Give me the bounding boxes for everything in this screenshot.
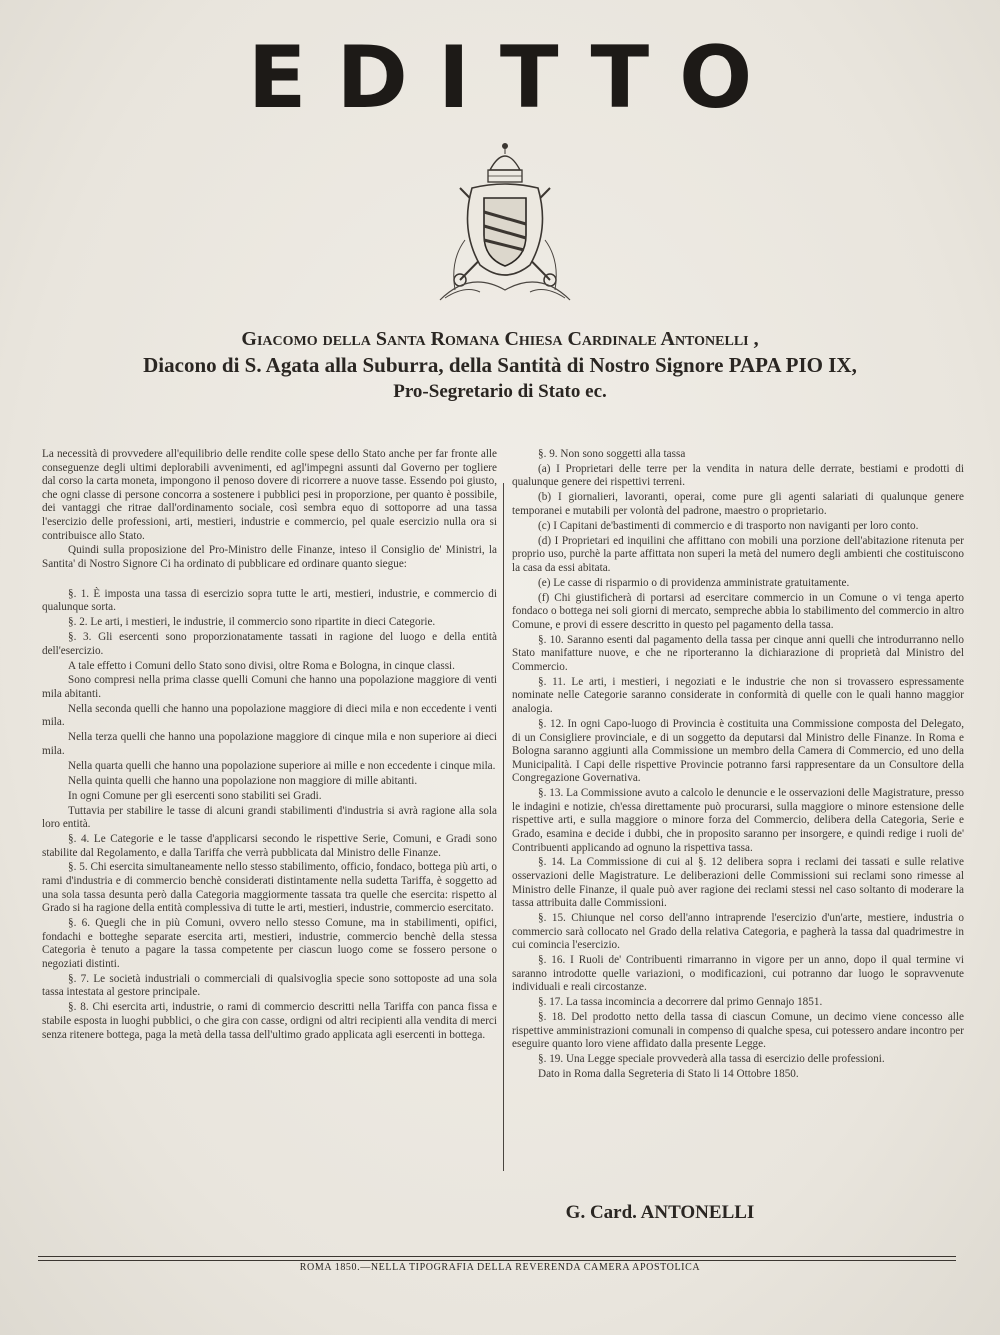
- paragraph: §. 6. Quegli che in più Comuni, ovvero nello stesso Comune, ma in stabilimenti, opifici, fondachi e botteghe separate esercita arti, mestieri, industrie, commercio benchè della stessa Categoria è tenuto a pagare la tassa competente per ciascun luogo come se fossero persone o negoziati distinti.: [42, 917, 497, 970]
- paragraph: §. 19. Una Legge speciale provvederà alla tassa di esercizio delle professioni.: [538, 1053, 885, 1066]
- column-divider: [503, 483, 504, 1171]
- signature: G. Card. ANTONELLI: [565, 1202, 755, 1223]
- paragraph: (b) I giornalieri, lavoranti, operai, come pure gli agenti salariati di qualunque genere temporanei e mutabili per volontà del padrone, maestro o proprietario.: [512, 491, 964, 517]
- paragraph: §. 17. La tassa incomincia a decorrere dal primo Gennajo 1851.: [538, 996, 823, 1009]
- right-text-column: [512, 448, 964, 1083]
- footer-rule: [38, 1260, 956, 1261]
- paragraph: (d) I Proprietari ed inquilini che affittano con mobili una porzione dell'abitazione ritenuta per proprio uso, purchè la parte affittata non superi la metà del numero degli ambienti che costituiscono la casa da essi abitata.: [512, 534, 964, 574]
- paragraph: §. 12. In ogni Capo-luogo di Provincia è costituita una Commissione composta del Delegato, di un Consigliere provinciale, e di un soggetto da deputarsi dal Ministro delle Finanze. In Roma e Bologna saranno aggiunti alla Commissione un membro della Camera di Commercio, ed uno della Municipalità. I Capi delle rispettive Provincie potranno farsi rappresentare da un Consultore della Congregazione Governativa.: [512, 717, 964, 785]
- paragraph: §. 11. Le arti, i mestieri, i negoziati e le industrie che non si trovassero espressamente nominate nelle Categorie saranno considerate in conformità di quelle con le quali hanno maggior analogia.: [512, 675, 964, 716]
- paragraph: (a) I Proprietari delle terre per la vendita in natura delle derrate, bestiami e prodotti di qualunque genere dei rispettivi terreni.: [512, 462, 964, 489]
- paragraph: §. 2. Le arti, i mestieri, le industrie, il commercio sono ripartite in dieci Categorie.: [68, 616, 436, 629]
- issuer-heading: [20, 326, 980, 404]
- paragraph: Nella seconda quelli che hanno una popolazione maggiore di dieci mila e non eccedente i venti mila.: [42, 702, 497, 729]
- papal-coat-of-arms-icon: [420, 140, 590, 310]
- left-text-column: [42, 448, 497, 1043]
- paragraph: La necessità di provvedere all'equilibrio delle rendite colle spese dello Stato anche per far fronte alle conseguenze degli ultimi deplorabili avvenimenti, ed agl'impegni assunti dal Governo per togliere dal corso la carta moneta, impongono il penoso dovere di ricorrere a nuove tasse. Essendo poi giusto, che ogni classe di persone concorra a sostenere i pubblici pesi in proporzione, per quanto è possibile, dei vantaggi che ritrae dall'ordinamento sociale, così sembra equo di sottoporre ad una tassa l'esercizio delle professioni, arti, mestieri, industrie e commercio, pel quale esercizio nulla ora si contribuisce allo Stato.: [42, 448, 497, 542]
- paragraph: §. 1. È imposta una tassa di esercizio sopra tutte le arti, mestieri, industrie, e commercio di qualunque sorta.: [42, 587, 497, 614]
- heading-line-1: Giacomo della Santa Romana Chiesa Cardinale Antonelli ,: [241, 328, 759, 350]
- paragraph: §. 5. Chi esercita simultaneamente nello stesso stabilimento, officio, fondaco, bottega più arti, o rami d'industria e di commercio benchè considerati distintamente nella sudetta Tariffa, è soggetto ad una sola tassa desunta però dalla Categoria maggiormente tassata tra quelle che esercita: rispetto al Grado si ha ragione della entità complessiva di tutte le arti, mestieri, industrie, commercio esercitato.: [42, 861, 497, 915]
- paragraph: In ogni Comune per gli esercenti sono stabiliti sei Gradi.: [68, 789, 322, 802]
- paragraph: §. 7. Le società industriali o commerciali di qualsivoglia specie sono sottoposte ad una sola tassa intestata al gestore principale.: [42, 972, 497, 999]
- document-title: EDITTO: [247, 28, 783, 128]
- paragraph: §. 4. Le Categorie e le tasse d'applicarsi secondo le rispettive Serie, Comuni, e Gradi sono stabilite dal Regolamento, e dalla Tariffa che verrà pubblicata dal Ministro delle Finanze.: [42, 833, 497, 859]
- paragraph: §. 13. La Commissione avuto a calcolo le denuncie e le osservazioni delle Magistrature, presso le indagini e notizie, ch'essa direttamente può procurarsi, sulla maggiore o minore estensione delle rispettive arti, e sulla maggiore o minore forza del Commercio, delibera della Categoria, Serie e Grado, esamina e decide i dubbi, che in proposito saranno per insorgere, e quindi redige i ruoli de' Contribuenti applicando ad ognuno la rispettiva tassa.: [512, 787, 964, 854]
- paragraph: Nella quinta quelli che hanno una popolazione non maggiore di mille abitanti.: [68, 774, 418, 787]
- paragraph: (e) Le casse di risparmio o di providenza amministrate gratuitamente.: [538, 576, 850, 589]
- paragraph: §. 16. I Ruoli de' Contribuenti rimarranno in vigore per un anno, dopo il qual termine vi saranno introdotte quelle variazioni, o modificazioni, cui potranno dar luogo le sopravvenute individuali e reali circostanze.: [512, 954, 964, 994]
- paragraph: Dato in Roma dalla Segreteria di Stato li 14 Ottobre 1850.: [538, 1068, 799, 1081]
- paragraph: §. 10. Saranno esenti dal pagamento della tassa per cinque anni quelli che introdurranno nello Stato manifatture nuove, e che ne riporteranno la dichiarazione di proprietà dal Ministro del Commercio.: [512, 633, 964, 673]
- paragraph: (c) I Capitani de'bastimenti di commercio e di trasporto non naviganti per loro conto.: [538, 519, 919, 532]
- paragraph: §. 8. Chi esercita arti, industrie, o rami di commercio descritti nella Tariffa con panca fissa e stabile esposta in luoghi pubblici, o che gira con casse, ordigni od altri recipienti alla vendita di merci senza ritenere bottega, paga la metà della tassa dell'ultimo grado applicata agli esercenti in bottega.: [42, 1001, 497, 1041]
- heading-line-3: Pro-Segretario di Stato ec.: [393, 381, 607, 402]
- footer-rule: [38, 1256, 956, 1257]
- paragraph: §. 18. Del prodotto netto della tassa di ciascun Comune, un decimo viene concesso alle rispettive amministrazioni comunali in compenso di qualche spesa, cui potessero andare incontro per eseguire quanto loro viene affidato dalla presente Legge.: [512, 1011, 964, 1051]
- paragraph: §. 14. La Commissione di cui al §. 12 delibera sopra i reclami dei tassati e sulle relative osservazioni delle Magistrature. Le deliberazioni delle Commissioni sui reclami sono rimesse al Ministro delle Finanze, il quale può aver ragione dei reclami stessi nel caso soltanto di moderare la tassa attribuita dalle Commissioni.: [512, 856, 964, 910]
- paragraph: A tale effetto i Comuni dello Stato sono divisi, oltre Roma e Bologna, in cinque classi.: [68, 659, 455, 672]
- paragraph: Nella quarta quelli che hanno una popolazione superiore ai mille e non eccedente i cinque mila.: [68, 759, 496, 772]
- heading-line-2: Diacono di S. Agata alla Suburra, della Santità di Nostro Signore PAPA PIO IX,: [143, 353, 857, 377]
- paragraph: Sono compresi nella prima classe quelli Comuni che hanno una popolazione maggiore di venti mila abitanti.: [42, 674, 497, 700]
- paragraph: §. 9. Non sono soggetti alla tassa: [538, 448, 686, 460]
- paragraph: §. 3. Gli esercenti sono proporzionatamente tassati in ragione del luogo e della entità dell'esercizio.: [42, 631, 497, 657]
- paragraph: Tuttavia per stabilire le tasse di alcuni grandi stabilimenti d'industria si avrà ragione alla sola loro entità.: [42, 804, 497, 831]
- paragraph: §. 15. Chiunque nel corso dell'anno intraprende l'esercizio d'un'arte, mestiere, industria o commercio sarà collocato nel Grado della relativa Categoria, e pagherà la tassa dal quadrimestre in cui comincia l'esercizio.: [512, 912, 964, 952]
- paragraph: Nella terza quelli che hanno una popolazione maggiore di cinque mila e non superiore ai dieci mila.: [42, 731, 497, 757]
- paragraph: Quindi sulla proposizione del Pro-Ministro delle Finanze, inteso il Consiglio de' Ministri, la Santita' di Nostro Signore Ci ha ordinato di pubblicare ed ordinare quanto siegue:: [42, 544, 497, 571]
- printer-imprint: ROMA 1850.—NELLA TIPOGRAFIA DELLA REVERENDA CAMERA APOSTOLICA: [299, 1262, 701, 1273]
- paragraph: (f) Chi giustificherà di portarsi ad esercitare commercio in un Comune o vi tenga aperto fondaco o bottega nei soli giorni di mercato, sempreche abbia lo stabilimento del commercio in altro Comune, e provi di essere descritto in questo pel pagamento della tassa.: [512, 591, 964, 631]
